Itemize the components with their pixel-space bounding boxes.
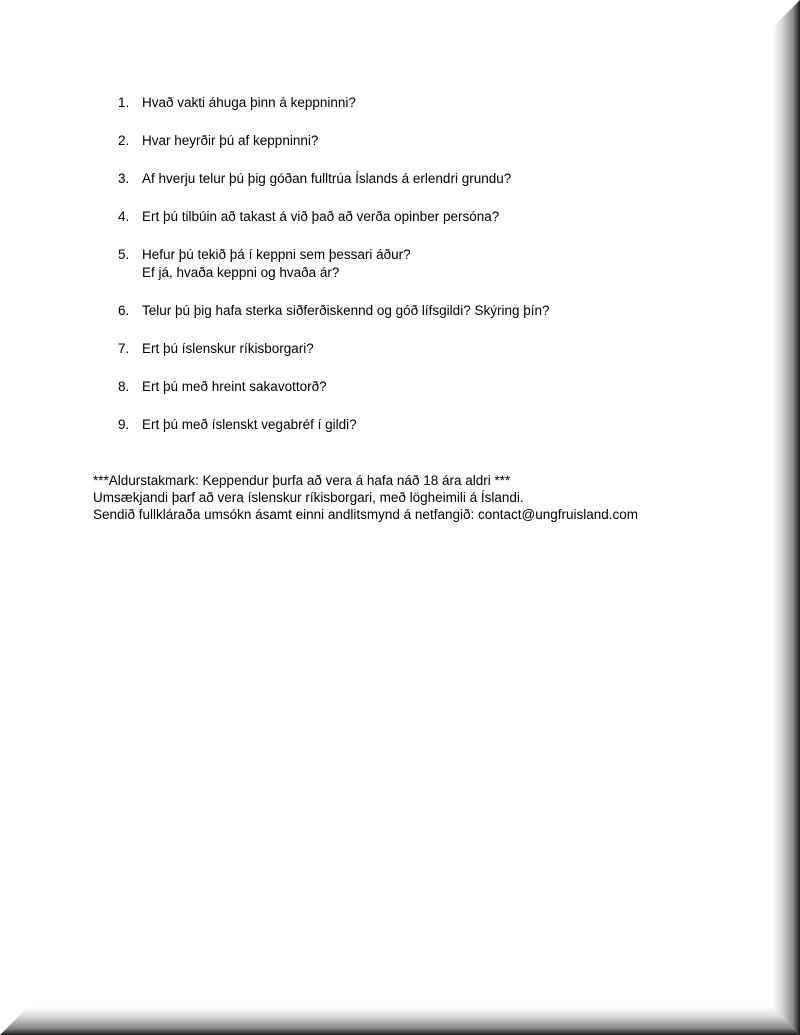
notes-block bbox=[93, 472, 638, 523]
question-text: Ert þú tilbúin að takast á við það að verða opinber persóna? bbox=[142, 209, 500, 224]
question-text: Telur þú þig hafa sterka siðferðiskennd og góð lífsgildi? Skýring þín? bbox=[142, 303, 550, 318]
question-item bbox=[118, 94, 550, 112]
question-text: Ert þú íslenskur ríkisborgari? bbox=[142, 341, 314, 356]
question-text: Hvað vakti áhuga þinn á keppninni? bbox=[142, 95, 356, 110]
question-number: 5. bbox=[118, 247, 130, 262]
question-item bbox=[118, 170, 550, 188]
page-shadow-right bbox=[772, 0, 800, 1035]
question-number: 4. bbox=[118, 209, 130, 224]
question-number: 6. bbox=[118, 303, 130, 318]
question-item bbox=[118, 208, 550, 226]
question-item bbox=[118, 132, 550, 150]
question-number: 3. bbox=[118, 171, 130, 186]
question-text: Hvar heyrðir þú af keppninni? bbox=[142, 133, 319, 148]
question-number: 9. bbox=[118, 417, 130, 432]
question-text: Af hverju telur þú þig góðan fulltrúa Íslands á erlendri grundu? bbox=[142, 171, 512, 186]
question-item bbox=[118, 302, 550, 320]
question-number: 8. bbox=[118, 379, 130, 394]
page-shadow-bottom bbox=[0, 1007, 800, 1035]
question-item bbox=[118, 246, 550, 282]
question-number: 1. bbox=[118, 95, 130, 110]
question-list bbox=[118, 94, 550, 454]
question-text: Ert þú með íslenskt vegabréf í gildi? bbox=[142, 417, 357, 432]
submission-note: Sendið fullkláraða umsókn ásamt einni andlitsmynd á netfangið: contact@ungfruisland.com bbox=[93, 507, 639, 522]
question-item bbox=[118, 378, 550, 396]
age-limit-note: ***Aldurstakmark: Keppendur þurfa að vera á hafa náð 18 ára aldri *** bbox=[93, 473, 511, 488]
question-number: 2. bbox=[118, 133, 130, 148]
citizenship-note: Umsækjandi þarf að vera íslenskur ríkisborgari, með lögheimili á Íslandi. bbox=[93, 490, 524, 505]
question-number: 7. bbox=[118, 341, 130, 356]
question-text: Hefur þú tekið þá í keppni sem þessari áður? Ef já, hvaða keppni og hvaða ár? bbox=[142, 247, 411, 280]
question-item bbox=[118, 416, 550, 434]
question-text: Ert þú með hreint sakavottorð? bbox=[142, 379, 327, 394]
question-item bbox=[118, 340, 550, 358]
